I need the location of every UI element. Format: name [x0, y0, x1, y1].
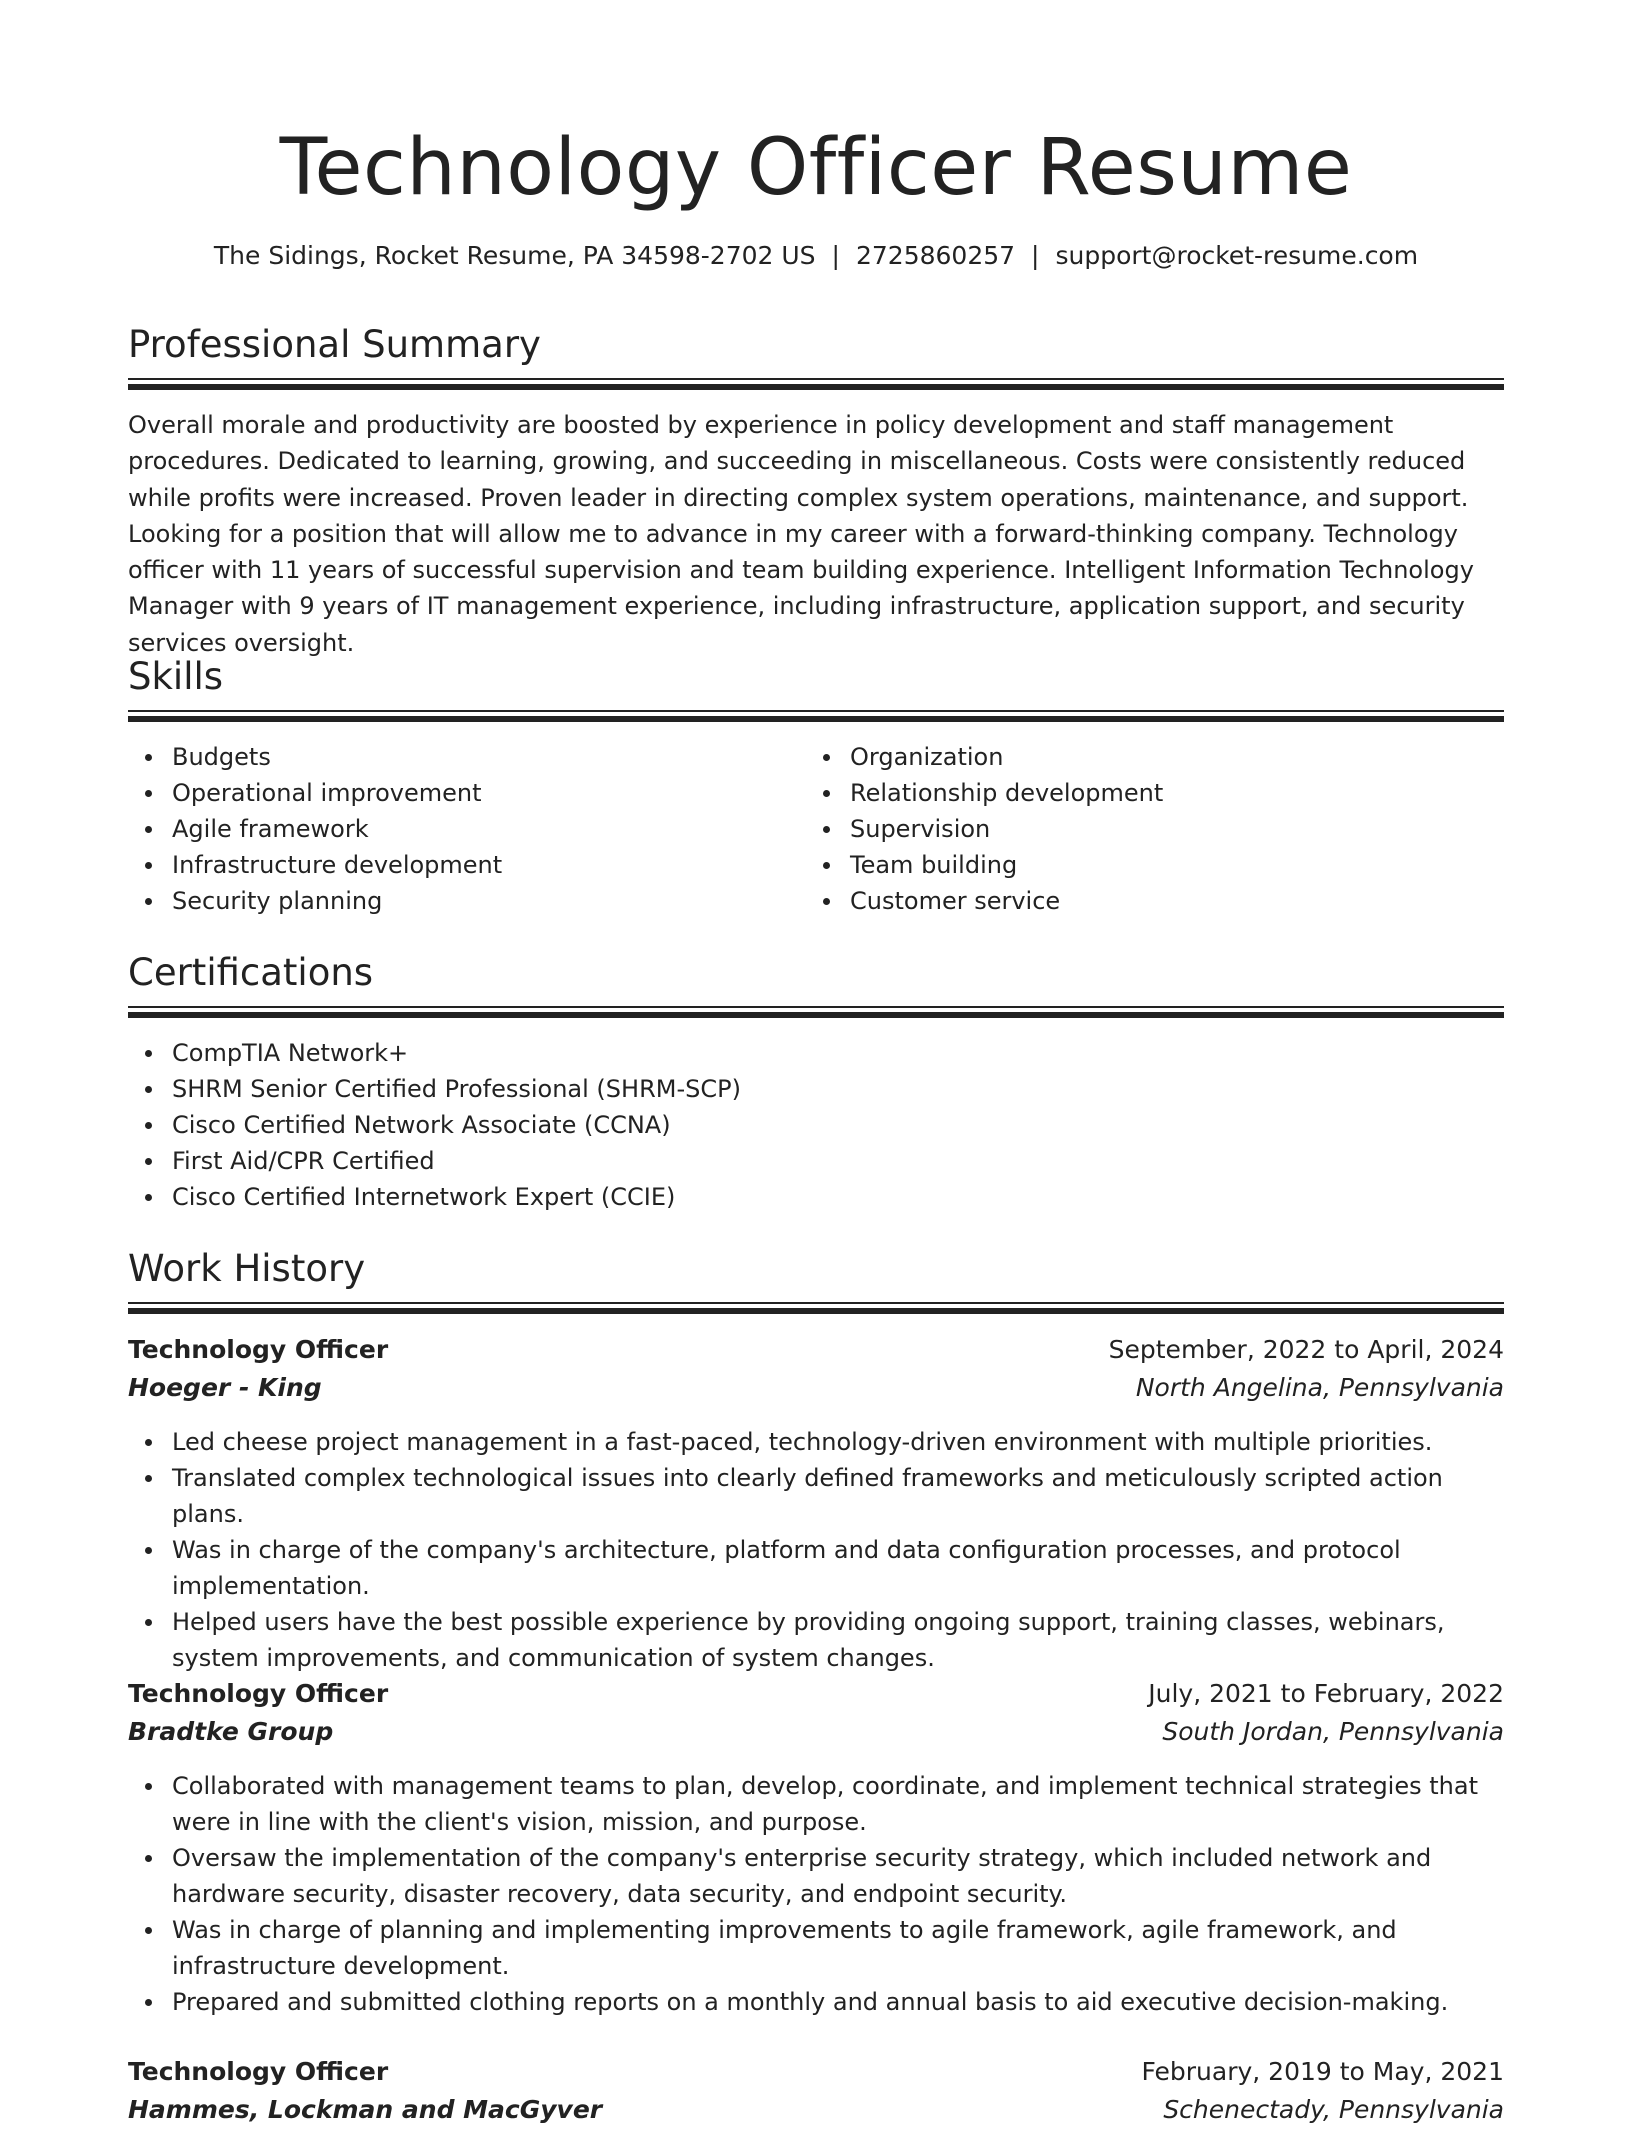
skill-item: Relationship development — [850, 775, 1504, 811]
job-bullets — [128, 1768, 1504, 2020]
job-bullet: Translated complex technological issues into clearly defined frameworks and meticulously scripted action plans. — [172, 1460, 1504, 1532]
job-dates: July, 2021 to February, 2022 — [1148, 1679, 1504, 1708]
skill-item: Organization — [850, 739, 1504, 775]
job-bullet: Was in charge of the company's architecture, platform and data configuration processes, and protocol implementation. — [172, 1532, 1504, 1604]
certification-item: SHRM Senior Certified Professional (SHRM-SCP) — [172, 1071, 1504, 1107]
skill-item: Security planning — [172, 883, 802, 919]
certification-item: Cisco Certified Network Associate (CCNA) — [172, 1107, 1504, 1143]
contact-separator: | — [831, 241, 840, 270]
certifications-list — [128, 1035, 1504, 1215]
section-divider — [128, 1302, 1504, 1314]
job-bullet: Led cheese project management in a fast-paced, technology-driven environment with multiple priorities. — [172, 1424, 1504, 1460]
job-company: Bradtke Group — [128, 1717, 334, 1746]
skill-item: Supervision — [850, 811, 1504, 847]
job-bullet: Oversaw the implementation of the company's enterprise security strategy, which included network and hardware security, disaster recovery, data security, and endpoint security. — [172, 1840, 1504, 1912]
skills-heading: Skills — [128, 655, 224, 698]
summary-text: Overall morale and productivity are boosted by experience in policy development and staff management procedures. Dedicated to learning, growing, and succeeding in miscellaneous. Costs were consistently reduced while profits were increased. Proven leader in directing complex system operations, maintenance, and support. Looking for a position that will allow me to advance in my career with a forward-thinking company. Technology officer with 11 years of successful supervision and team building experience. Intelligent Information Technology Manager with 9 years of IT management experience, including infrastructure, application support, and security services oversight. — [128, 411, 1474, 657]
section-divider — [128, 378, 1504, 390]
job-dates: September, 2022 to April, 2024 — [1108, 1335, 1504, 1364]
job-bullet: Collaborated with management teams to plan, develop, coordinate, and implement technical strategies that were in line with the client's vision, mission, and purpose. — [172, 1768, 1504, 1840]
job-dates: February, 2019 to May, 2021 — [1141, 2057, 1504, 2086]
job-title: Technology Officer — [128, 2057, 389, 2086]
certification-item: First Aid/CPR Certified — [172, 1143, 1504, 1179]
contact-email: support@rocket-resume.com — [1055, 241, 1419, 270]
skill-item: Infrastructure development — [172, 847, 802, 883]
job-bullet: Was in charge of planning and implementing improvements to agile framework, agile framework, and infrastructure development. — [172, 1912, 1504, 1984]
skill-item: Agile framework — [172, 811, 802, 847]
work-history-heading: Work History — [128, 1247, 366, 1290]
skills-list-right — [806, 739, 1504, 919]
contact-address: The Sidings, Rocket Resume, PA 34598-2702 US — [213, 241, 816, 270]
job-company: Hammes, Lockman and MacGyver — [128, 2095, 603, 2124]
skills-list-left — [128, 739, 802, 919]
certifications-heading: Certifications — [128, 951, 374, 994]
resume-title: Technology Officer Resume — [279, 123, 1353, 213]
contact-phone: 2725860257 — [855, 241, 1016, 270]
job-bullet: Helped users have the best possible experience by providing ongoing support, training classes, webinars, system improvements, and communication of system changes. — [172, 1604, 1504, 1676]
skill-item: Team building — [850, 847, 1504, 883]
certification-item: Cisco Certified Internetwork Expert (CCIE) — [172, 1179, 1504, 1215]
job-bullet: Prepared and submitted clothing reports on a monthly and annual basis to aid executive decision-making. — [172, 1984, 1504, 2020]
job-bullets — [128, 1424, 1504, 1676]
job-location: South Jordan, Pennsylvania — [1162, 1717, 1504, 1746]
job-title: Technology Officer — [128, 1679, 389, 1708]
skill-item: Budgets — [172, 739, 802, 775]
certification-item: CompTIA Network+ — [172, 1035, 1504, 1071]
section-divider — [128, 710, 1504, 722]
job-location: North Angelina, Pennsylvania — [1135, 1373, 1504, 1402]
skill-item: Customer service — [850, 883, 1504, 919]
contact-separator: | — [1031, 241, 1040, 270]
job-location: Schenectady, Pennsylvania — [1163, 2095, 1504, 2124]
section-divider — [128, 1006, 1504, 1018]
contact-line — [128, 236, 1504, 276]
skill-item: Operational improvement — [172, 775, 802, 811]
summary-heading: Professional Summary — [128, 323, 541, 366]
job-title: Technology Officer — [128, 1335, 389, 1364]
job-company: Hoeger - King — [128, 1373, 322, 1402]
